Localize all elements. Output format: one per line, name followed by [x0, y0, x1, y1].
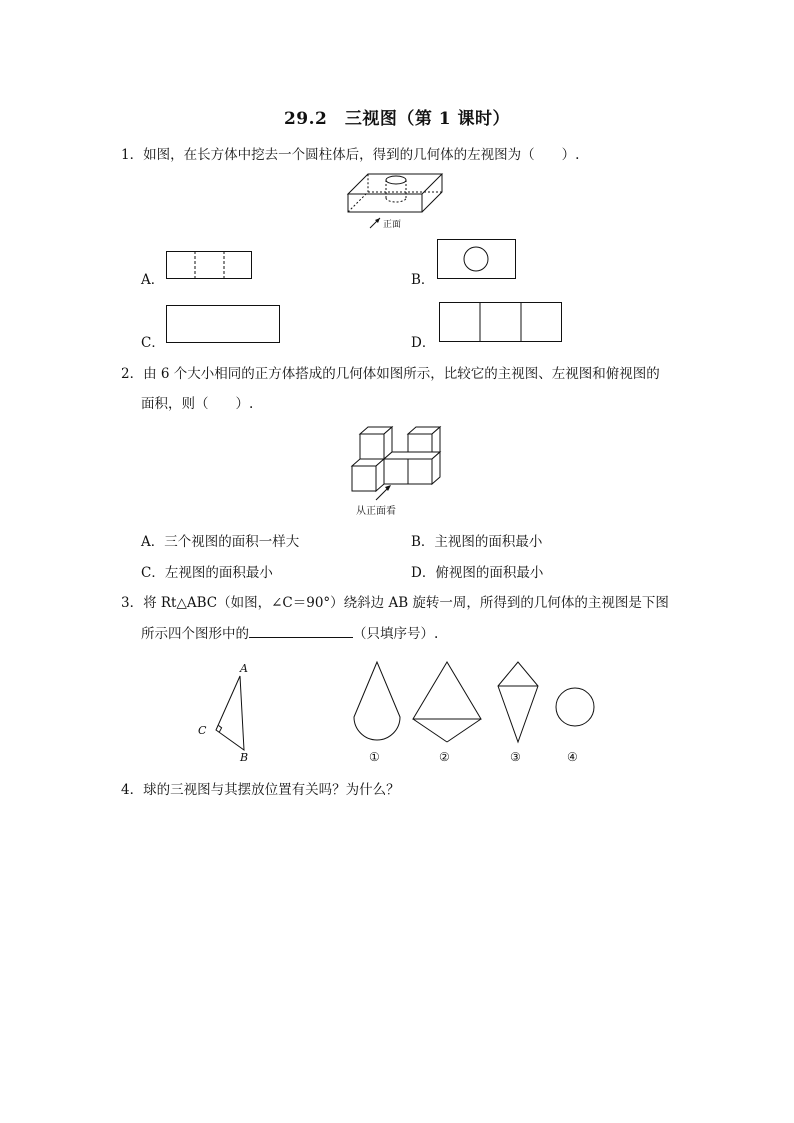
q3-shape-2-triangle [410, 660, 486, 766]
q1-option-c-figure [166, 305, 280, 343]
shape-1-label: ① [369, 750, 380, 764]
shape-4-label: ④ [567, 750, 578, 764]
q1-option-a-label: A． [141, 272, 165, 288]
q2-option-b: B．主视图的面积最小 [411, 534, 543, 550]
question-3-line-1: 3．将 Rt△ABC（如图，∠C＝90°）绕斜边 AB 旋转一周，所得到的几何体的主视图是下图 [121, 595, 669, 611]
page-title: 29.2 三视图（第 1 课时） [283, 109, 511, 129]
q1-figure-box-with-cylinder [340, 166, 450, 232]
q2-option-a: A．三个视图的面积一样大 [141, 534, 300, 550]
q3-shape-4-circle [553, 660, 599, 766]
question-4-text: 4．球的三视图与其摆放位置有关吗？为什么？ [121, 782, 400, 798]
shape-2-label: ② [439, 750, 450, 764]
question-3-line-2 [141, 623, 438, 644]
q1-option-a-figure [166, 251, 252, 279]
q2-figure-cubes [346, 424, 446, 520]
vertex-b-label: B [240, 751, 249, 764]
q1-option-b-label: B． [411, 272, 435, 288]
q1-option-d-figure [439, 302, 563, 342]
q2-figure-label: 从正面看 [356, 506, 396, 517]
vertex-c-label: C [198, 724, 207, 737]
vertex-a-label: A [240, 662, 248, 675]
answer-blank[interactable] [249, 623, 353, 638]
question-3-line-2-start: 所示四个图形中的 [141, 626, 249, 642]
shape-3-label: ③ [510, 750, 521, 764]
q1-option-d-label: D． [411, 335, 436, 351]
q2-option-c: C．左视图的面积最小 [141, 565, 273, 581]
q3-right-triangle [194, 660, 264, 765]
question-1-text: 1．如图，在长方体中挖去一个圆柱体后，得到的几何体的左视图为（ ）. [121, 147, 580, 163]
q1-option-b-figure [437, 239, 516, 279]
question-3-line-2-end: （只填序号）. [353, 626, 439, 642]
q2-option-d: D．俯视图的面积最小 [411, 565, 544, 581]
q3-shape-1-cone-on-hemisphere [350, 660, 406, 766]
q1-figure-label: 正面 [383, 220, 402, 230]
q3-shape-3-double-cone [495, 660, 545, 766]
question-2-line-1: 2．由 6 个大小相同的正方体搭成的几何体如图所示，比较它的主视图、左视图和俯视图的 [121, 366, 660, 382]
question-2-line-2: 面积，则（ ）. [141, 396, 254, 412]
q1-option-c-label: C． [141, 335, 165, 351]
